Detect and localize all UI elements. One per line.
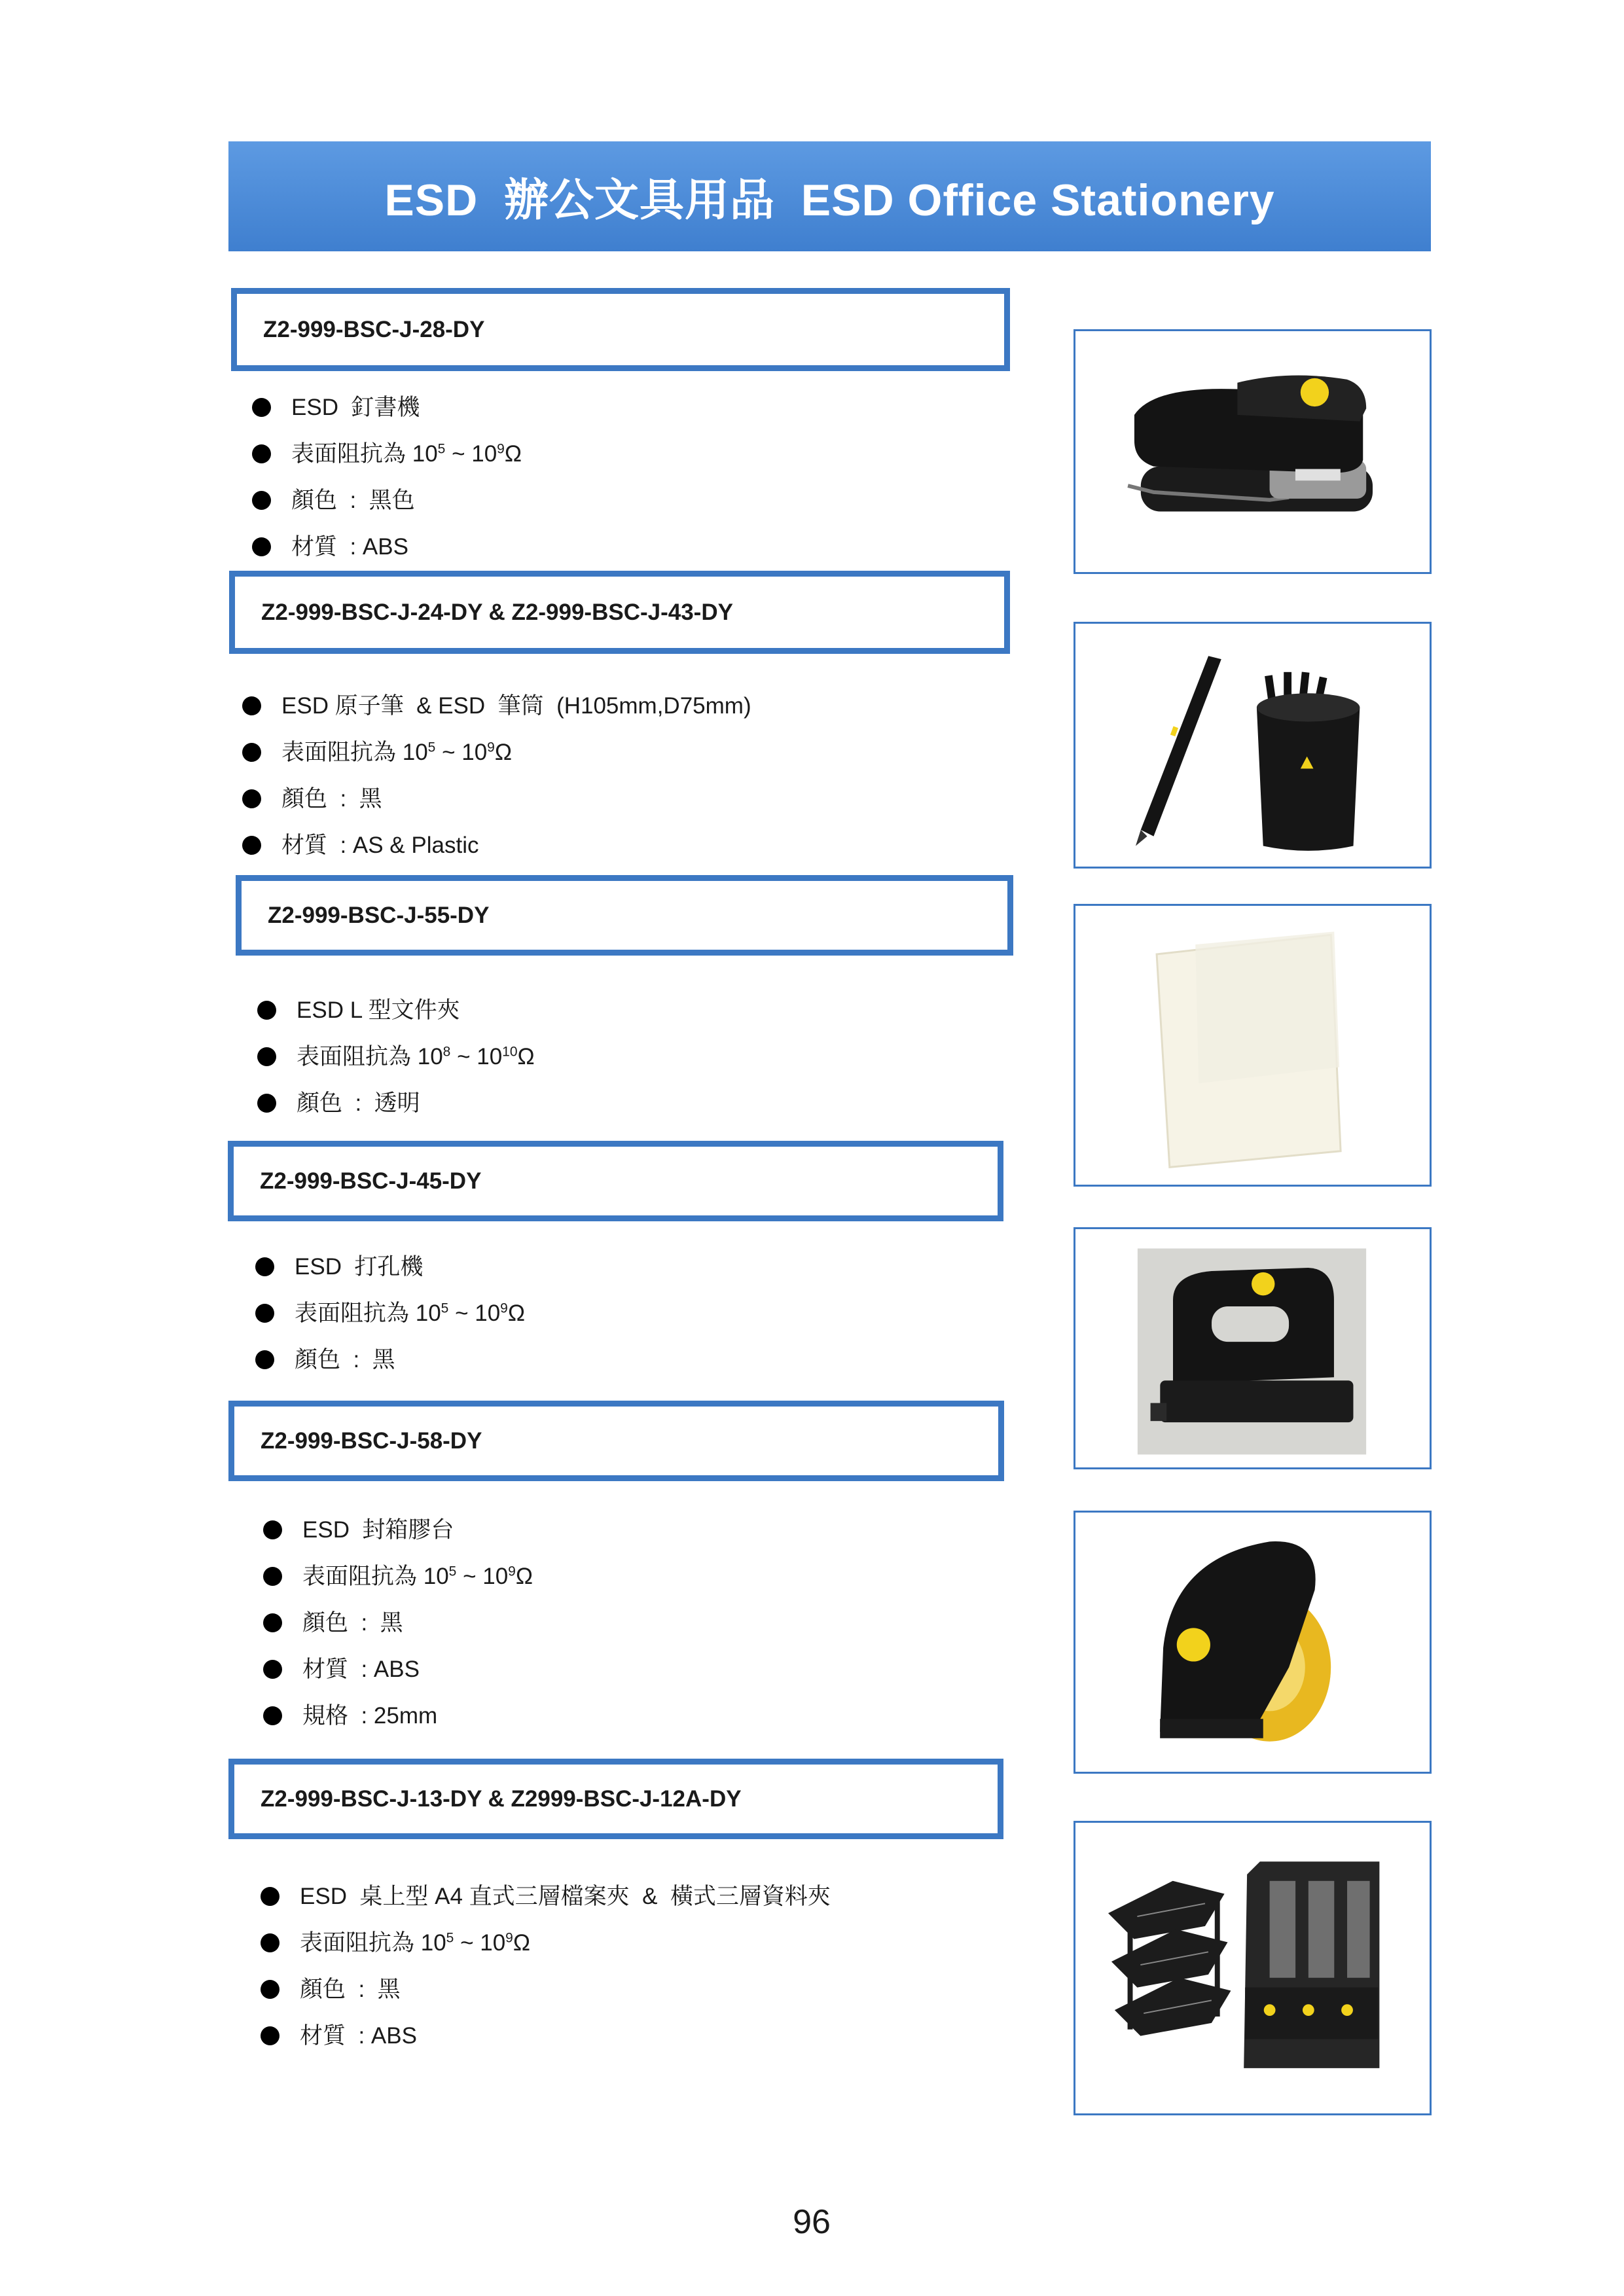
bullet-icon <box>242 743 261 762</box>
spec-item: 規格 : 25mm <box>263 1693 533 1739</box>
product-code-box <box>228 1759 1003 1839</box>
spec-item: 表面阻抗為 $10^5$ ~ $10^9\Omega$ <box>261 1920 831 1966</box>
product-code-box <box>229 571 1010 654</box>
bullet-icon <box>263 1613 282 1632</box>
product-code-box <box>236 875 1013 956</box>
bullet-icon <box>261 1887 280 1906</box>
bullet-icon <box>261 2026 280 2045</box>
bullet-icon <box>257 1094 276 1113</box>
spec-item: 材質 : ABS <box>263 1646 533 1693</box>
bullet-icon <box>252 398 271 417</box>
spec-item: 表面阻抗為 $10^5$ ~ $10^9\Omega$ <box>263 1553 533 1600</box>
bullet-icon <box>255 1304 274 1323</box>
product-code: Z2-999-BSC-J-24-DY & Z2-999-BSC-J-43-DY <box>261 599 733 625</box>
bullet-icon <box>255 1257 274 1276</box>
header-banner <box>228 141 1431 251</box>
spec-item: 顏色 : 黑色 <box>252 477 522 524</box>
spec-list <box>255 1244 525 1383</box>
pen-and-pen-holder-photo <box>1074 622 1432 869</box>
product-code: Z2-999-BSC-J-58-DY <box>261 1427 482 1454</box>
clear-l-folder-photo <box>1074 904 1432 1187</box>
spec-item: 材質 : ABS <box>252 524 522 570</box>
bullet-icon <box>252 444 271 463</box>
bullet-icon <box>257 1047 276 1066</box>
bullet-icon <box>242 789 261 808</box>
spec-list <box>252 384 522 570</box>
spec-item: 顏色 : 黑 <box>242 776 751 822</box>
spec-item: 材質 : ABS <box>261 2013 831 2059</box>
bullet-icon <box>261 1980 280 1999</box>
page-number: 96 <box>793 2203 831 2241</box>
bullet-icon <box>263 1660 282 1679</box>
spec-item: 顏色 : 黑 <box>255 1336 525 1383</box>
product-code: Z2-999-BSC-J-13-DY & Z2999-BSC-J-12A-DY <box>261 1785 742 1812</box>
spec-item: ESD 原子筆 & ESD 筆筒 (H105mm,D75mm) <box>242 683 751 729</box>
spec-item: ESD L 型文件夾 <box>257 987 535 1033</box>
spec-item: 表面阻抗為 $10^5$ ~ $10^9\Omega$ <box>242 729 751 776</box>
spec-item: 表面阻抗為 $10^5$ ~ $10^9\Omega$ <box>255 1290 525 1336</box>
bullet-icon <box>263 1706 282 1725</box>
spec-list <box>242 683 751 869</box>
bullet-icon <box>255 1350 274 1369</box>
spec-item: 顏色 : 透明 <box>257 1080 535 1126</box>
spec-item: ESD 桌上型 A4 直式三層檔案夾 & 橫式三層資料夾 <box>261 1873 831 1920</box>
page-title: ESD 辦公文具用品 ESD Office Stationery <box>384 175 1275 225</box>
bullet-icon <box>263 1567 282 1586</box>
spec-item: ESD 打孔機 <box>255 1244 525 1290</box>
spec-item: ESD 釘書機 <box>252 384 522 431</box>
bullet-icon <box>252 491 271 510</box>
spec-item: ESD 封箱膠台 <box>263 1507 533 1553</box>
bullet-icon <box>263 1520 282 1539</box>
spec-item: 表面阻抗為 $10^5$ ~ $10^9\Omega$ <box>252 431 522 477</box>
bullet-icon <box>242 696 261 715</box>
bullet-icon <box>252 537 271 556</box>
desk-file-trays-photo <box>1074 1821 1432 2115</box>
black-stapler-photo <box>1074 329 1432 574</box>
product-code-box <box>228 1141 1003 1221</box>
spec-list <box>263 1507 533 1739</box>
product-code: Z2-999-BSC-J-45-DY <box>260 1168 482 1194</box>
spec-item: 顏色 : 黑 <box>263 1600 533 1646</box>
bullet-icon <box>257 1001 276 1020</box>
product-code: Z2-999-BSC-J-55-DY <box>268 902 490 928</box>
spec-item: 顏色 : 黑 <box>261 1966 831 2013</box>
hole-punch-photo <box>1074 1227 1432 1469</box>
bullet-icon <box>261 1933 280 1952</box>
spec-item: 材質 : AS & Plastic <box>242 822 751 869</box>
product-code-box <box>231 288 1010 371</box>
spec-item: 表面阻抗為 $10^8$ ~ $10^{10}\Omega$ <box>257 1033 535 1080</box>
spec-list <box>261 1873 831 2059</box>
bullet-icon <box>242 836 261 855</box>
tape-dispenser-photo <box>1074 1511 1432 1774</box>
product-code-box <box>228 1401 1004 1481</box>
product-code: Z2-999-BSC-J-28-DY <box>263 316 485 342</box>
spec-list <box>257 987 535 1126</box>
